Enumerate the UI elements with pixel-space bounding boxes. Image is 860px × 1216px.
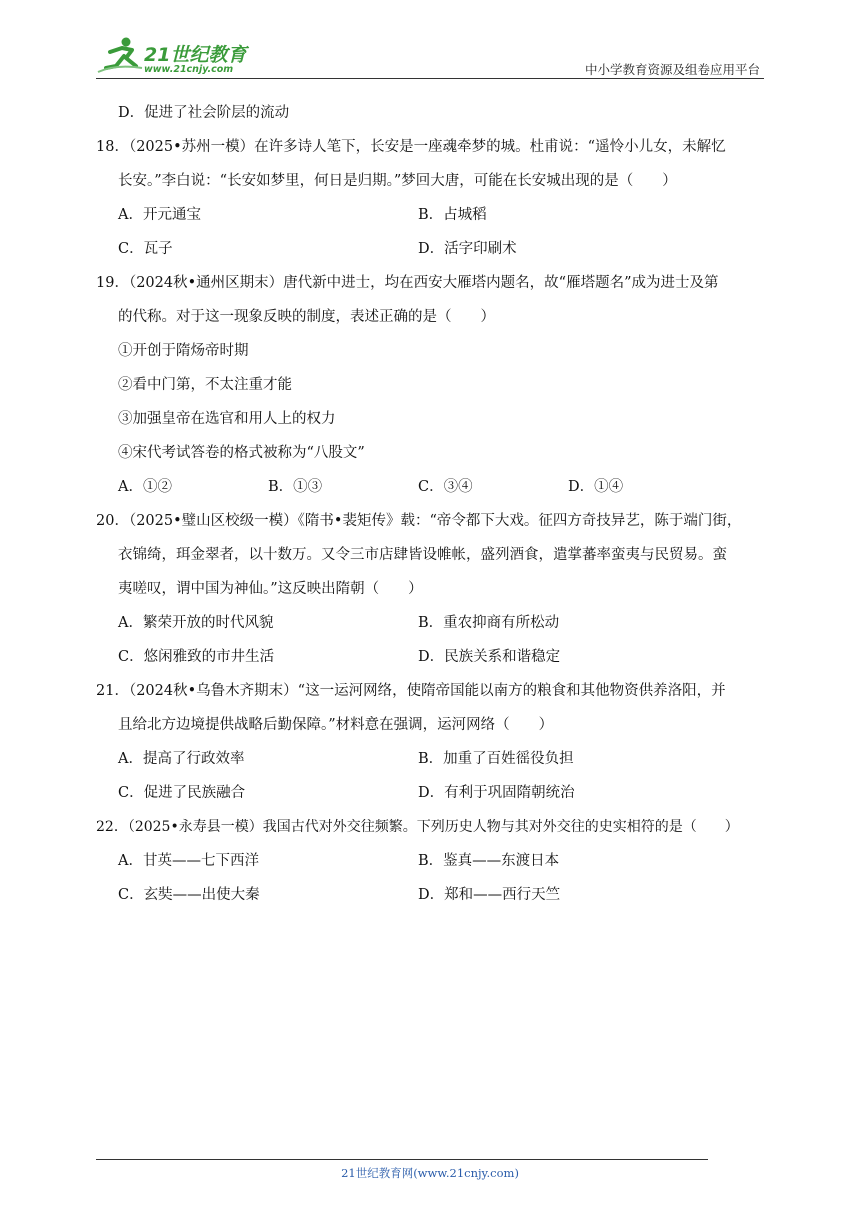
page-header — [96, 34, 764, 78]
question-stem-line: 20．（2025•璧山区校级一模）《隋书•裴矩传》载：“帝令都下大戏。征四方奇技异艺，陈于端门街， — [96, 513, 742, 529]
option-d[interactable]: D．民族关系和谐稳定 — [418, 649, 561, 665]
statement-3: ③加强皇帝在选官和用人上的权力 — [118, 411, 336, 427]
option-a[interactable]: A．甘英——七下西洋 — [118, 853, 259, 869]
question-list — [96, 96, 764, 912]
option-d[interactable]: D．有利于巩固隋朝统治 — [418, 785, 575, 801]
option-d[interactable]: D．①④ — [568, 479, 624, 495]
question-20 — [96, 504, 764, 674]
option-b[interactable]: B．占城稻 — [418, 207, 487, 223]
header-platform-text: 中小学教育资源及组卷应用平台 — [584, 62, 760, 77]
question-21 — [96, 674, 764, 810]
option-b[interactable]: B．①③ — [268, 479, 323, 495]
footer-site-link[interactable]: 21世纪教育网(www.21cnjy.com) — [341, 1166, 519, 1180]
question-stem-line: 18．（2025•苏州一模）在许多诗人笔下，长安是一座魂牵梦的城。杜甫说：“遥怜小儿女，未解忆 — [96, 139, 726, 155]
option-b[interactable]: B．鉴真——东渡日本 — [418, 853, 560, 869]
question-18 — [96, 130, 764, 266]
question-stem-line: 19．（2024秋•通州区期末）唐代新中进士，均在西安大雁塔内题名，故“雁塔题名”成为进士及第 — [96, 275, 719, 291]
question-stem-line: 且给北方边境提供战略后勤保障。”材料意在强调，运河网络（ ） — [118, 717, 554, 733]
statement-2: ②看中门第，不太注重才能 — [118, 377, 292, 393]
option-a[interactable]: A．提高了行政效率 — [118, 751, 245, 767]
option-c[interactable]: C．玄奘——出使大秦 — [118, 887, 260, 903]
question-22 — [96, 810, 764, 912]
footer-divider — [96, 1159, 708, 1160]
question-stem-line: 衣锦绮，珥金翠者，以十数万。又令三市店肆皆设帷帐，盛列酒食，遣掌蕃率蛮夷与民贸易。蛮 — [118, 547, 727, 563]
question-stem-line: 22．（2025•永寿县一模）我国古代对外交往频繁。下列历史人物与其对外交往的史实相符的是（ ） — [96, 819, 739, 835]
option-c[interactable]: C．促进了民族融合 — [118, 785, 246, 801]
option-c[interactable]: C．瓦子 — [118, 241, 173, 257]
header-divider — [96, 78, 764, 79]
option-d[interactable]: D．活字印刷术 — [418, 241, 517, 257]
question-19 — [96, 266, 764, 504]
statement-4: ④宋代考试答卷的格式被称为“八股文” — [118, 445, 365, 461]
option-d[interactable]: D．郑和——西行天竺 — [418, 887, 561, 903]
option-a[interactable]: A．①② — [118, 479, 172, 495]
statement-1: ①开创于隋炀帝时期 — [118, 343, 249, 359]
option-c[interactable]: C．悠闲雅致的市井生活 — [118, 649, 275, 665]
logo-main-text: 21世纪教育 — [144, 44, 247, 66]
logo-sub-text: www.21cnjy.com — [144, 64, 234, 75]
question-stem-line: 长安。”李白说：“长安如梦里，何日是归期。”梦回大唐，可能在长安城出现的是（ ） — [118, 173, 677, 189]
site-logo — [96, 34, 264, 78]
question-stem-line: 21．（2024秋•乌鲁木齐期末）“这一运河网络，使隋帝国能以南方的粮食和其他物资供养洛阳，并 — [96, 683, 726, 699]
question-stem-line: 夷嗟叹，谓中国为神仙。”这反映出隋朝（ ） — [118, 581, 423, 597]
option-b[interactable]: B．加重了百姓徭役负担 — [418, 751, 574, 767]
question-stem-line: 的代称。对于这一现象反映的制度，表述正确的是（ ） — [118, 309, 495, 325]
option-a[interactable]: A．繁荣开放的时代风貌 — [118, 615, 274, 631]
option-c[interactable]: C．③④ — [418, 479, 473, 495]
option-b[interactable]: B．重农抑商有所松动 — [418, 615, 560, 631]
previous-question-option: D．促进了社会阶层的流动 — [118, 105, 290, 121]
option-a[interactable]: A．开元通宝 — [118, 207, 201, 223]
